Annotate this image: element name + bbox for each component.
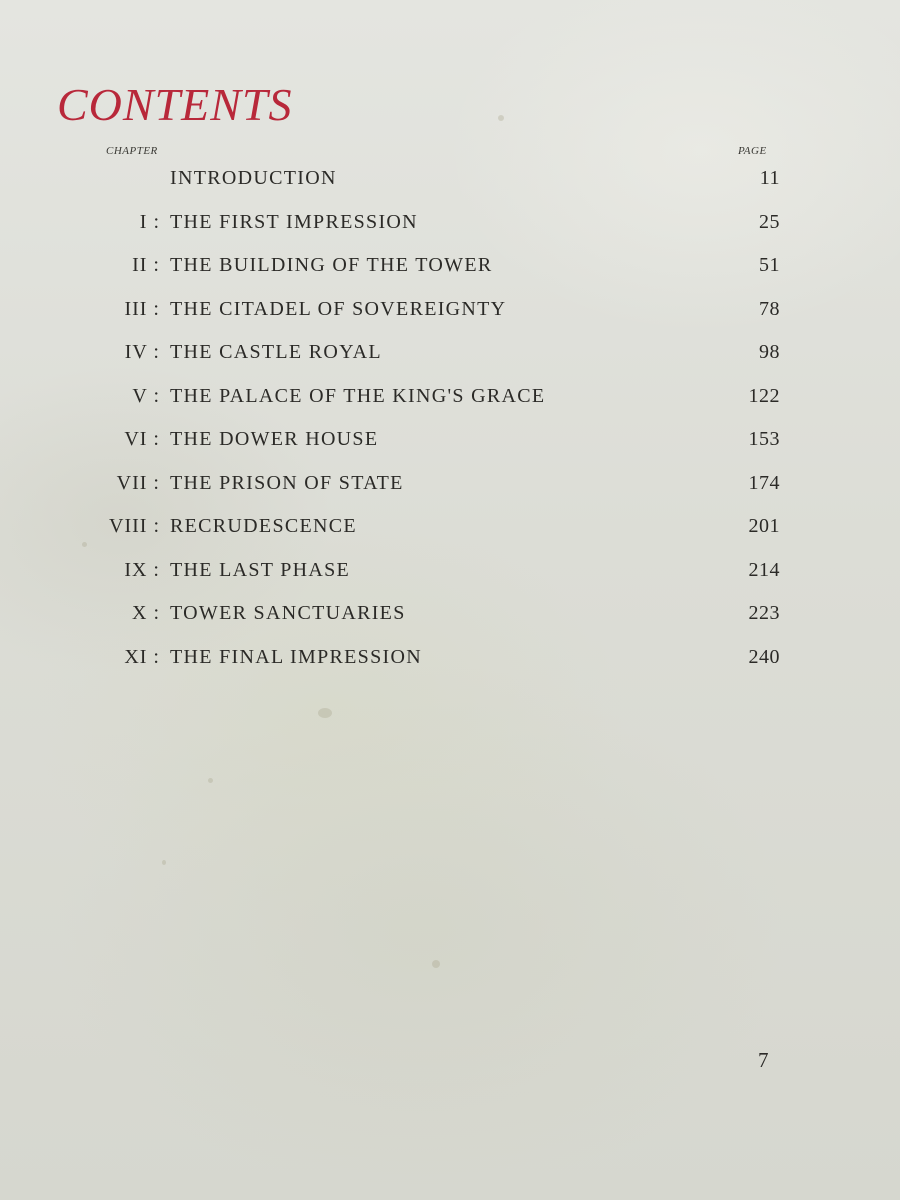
paper-spot: [498, 115, 504, 121]
chapter-numeral: X :: [132, 602, 160, 624]
contents-heading: CONTENTS: [57, 79, 293, 130]
chapter-title: RECRUDESCENCE: [170, 515, 357, 537]
chapter-page-number: 78: [759, 297, 780, 320]
chapter-numeral: I :: [139, 210, 160, 233]
chapter-numeral: XI :: [124, 645, 160, 668]
chapter-title: THE FIRST IMPRESSION: [170, 210, 418, 233]
chapter-numeral: IX :: [124, 558, 160, 581]
chapter-page-number: 201: [748, 515, 780, 537]
chapter-page-number: 240: [748, 645, 780, 668]
paper-spot: [208, 778, 213, 783]
chapter-title: THE CITADEL OF SOVEREIGNTY: [170, 297, 507, 320]
toc-entry: [0, 294, 900, 338]
toc-entry: [0, 163, 900, 207]
toc-entry: [0, 468, 900, 512]
chapter-title: INTRODUCTION: [170, 167, 337, 189]
paper-spot: [162, 860, 166, 865]
chapter-numeral: VIII :: [109, 515, 160, 537]
chapter-title: THE PRISON OF STATE: [170, 471, 404, 494]
toc-entry: [0, 381, 900, 425]
paper-spot: [318, 708, 332, 718]
paper-spot: [432, 960, 440, 968]
chapter-title: THE FINAL IMPRESSION: [170, 645, 422, 668]
chapter-title: THE CASTLE ROYAL: [170, 341, 382, 363]
chapter-page-number: 122: [748, 384, 780, 407]
chapter-numeral: V :: [132, 384, 160, 407]
toc-entry: [0, 598, 900, 642]
chapter-title: TOWER SANCTUARIES: [170, 602, 406, 624]
chapter-title: THE LAST PHASE: [170, 558, 351, 581]
chapter-page-number: 174: [748, 471, 780, 494]
chapter-page-number: 223: [748, 602, 780, 624]
toc-entry: [0, 207, 900, 251]
toc-entry: [0, 555, 900, 599]
chapter-title: THE PALACE OF THE KING'S GRACE: [170, 384, 546, 407]
chapter-page-number: 153: [748, 428, 780, 450]
chapter-numeral: IV :: [124, 341, 160, 363]
table-of-contents: [0, 163, 900, 685]
chapter-title: THE DOWER HOUSE: [170, 428, 379, 450]
page-number-folio: 7: [758, 1048, 769, 1072]
chapter-page-number: 98: [759, 341, 780, 363]
chapter-column-label: CHAPTER: [106, 145, 158, 157]
toc-entry: [0, 511, 900, 555]
chapter-page-number: 25: [759, 210, 780, 233]
toc-entry: [0, 337, 900, 381]
toc-entry: [0, 424, 900, 468]
chapter-page-number: 51: [759, 254, 780, 276]
chapter-title: THE BUILDING OF THE TOWER: [170, 254, 493, 276]
toc-entry: [0, 250, 900, 294]
chapter-page-number: 11: [759, 167, 780, 189]
chapter-numeral: VII :: [116, 471, 160, 494]
chapter-numeral: III :: [124, 297, 160, 320]
toc-entry: [0, 642, 900, 686]
chapter-page-number: 214: [748, 558, 780, 581]
chapter-numeral: VI :: [124, 428, 160, 450]
chapter-numeral: II :: [132, 254, 160, 276]
page-column-label: PAGE: [738, 145, 767, 157]
